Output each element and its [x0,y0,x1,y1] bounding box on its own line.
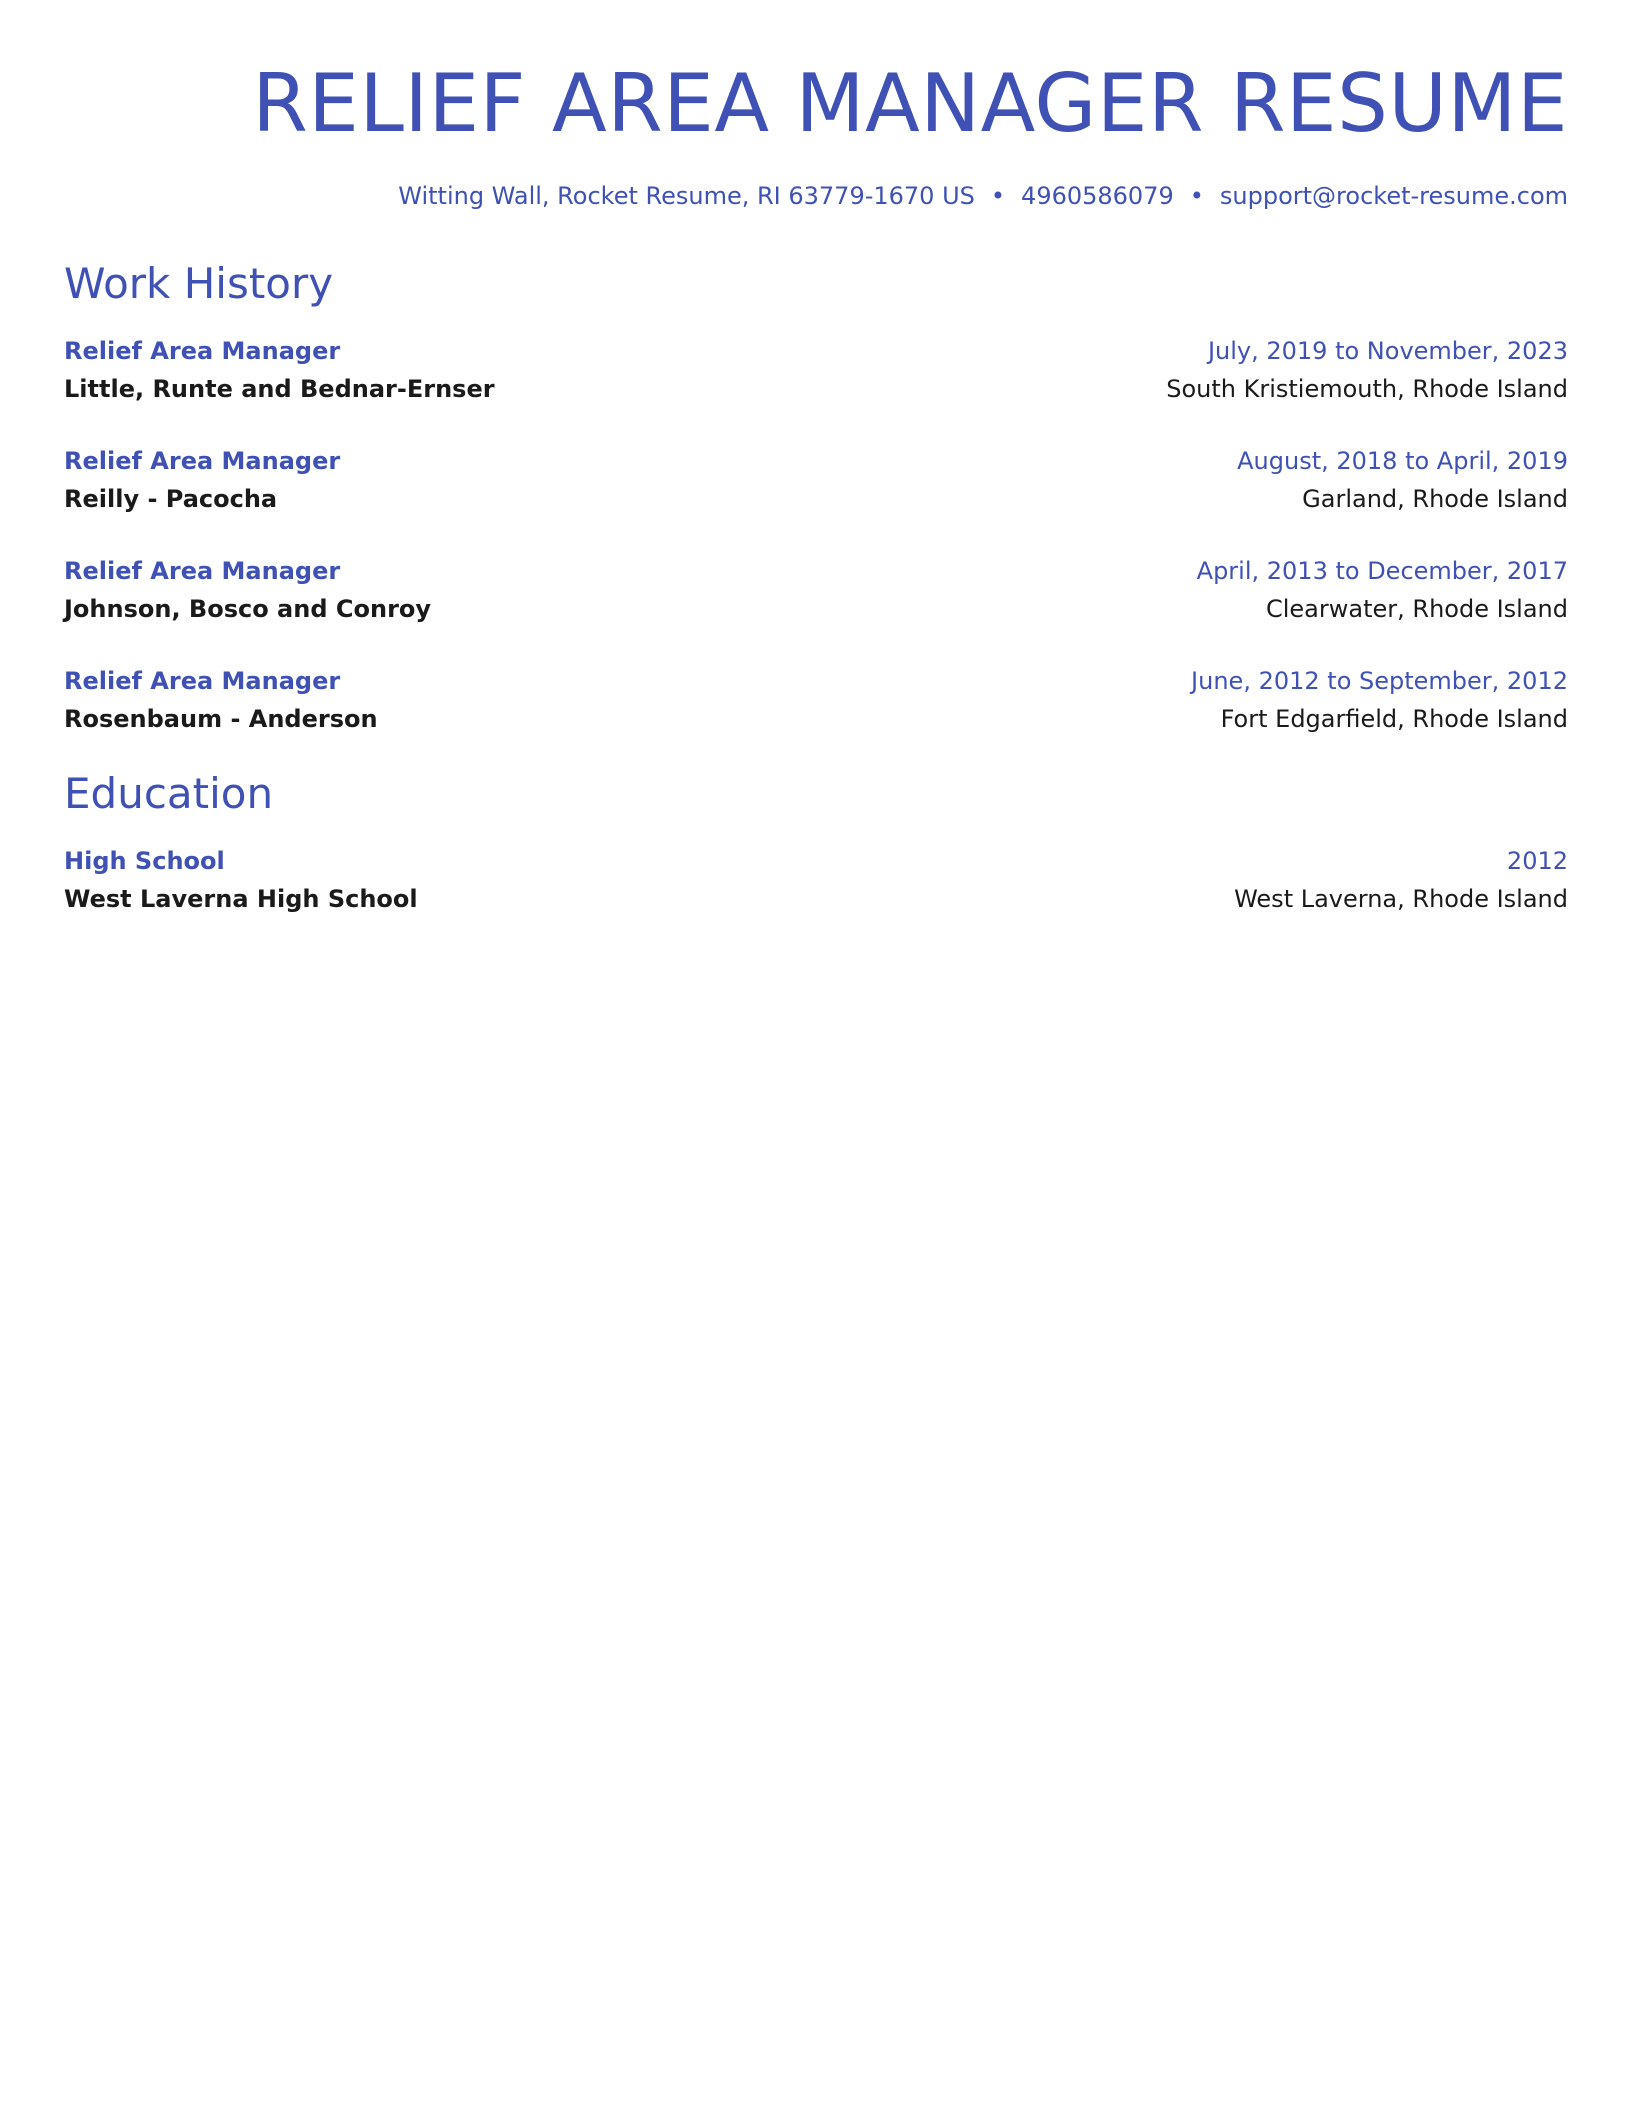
job-location: South Kristiemouth, Rhode Island [1166,375,1568,403]
job-title: Relief Area Manager [64,337,341,365]
job-title: Relief Area Manager [64,667,341,695]
contact-line [64,180,1568,212]
contact-separator: • [1189,182,1204,210]
education-entry [64,842,1568,918]
work-entry [64,442,1568,518]
company-name: Rosenbaum - Anderson [64,705,378,733]
school-location: West Laverna, Rhode Island [1234,885,1568,913]
education-heading: Education [64,769,274,818]
contact-phone: 4960586079 [1021,182,1174,210]
job-location: Garland, Rhode Island [1302,485,1568,513]
company-name: Johnson, Bosco and Conroy [64,595,432,623]
company-name: Little, Runte and Bednar-Ernser [64,375,495,403]
resume-page [64,0,1568,2112]
work-entry [64,552,1568,628]
job-dates: August, 2018 to April, 2019 [1237,447,1568,475]
company-name: Reilly - Pacocha [64,485,278,513]
school-name: West Laverna High School [64,885,418,913]
work-history-heading: Work History [64,259,334,308]
job-dates: July, 2019 to November, 2023 [1207,337,1568,365]
work-entry [64,662,1568,738]
job-dates: June, 2012 to September, 2012 [1191,667,1568,695]
contact-address: Witting Wall, Rocket Resume, RI 63779-1670 US [398,182,975,210]
contact-separator: • [990,182,1006,210]
degree-name: High School [64,847,225,875]
contact-email: support@rocket-resume.com [1219,182,1568,210]
work-entry [64,332,1568,408]
graduation-year: 2012 [1506,847,1568,875]
job-title: Relief Area Manager [64,447,341,475]
job-location: Clearwater, Rhode Island [1265,595,1568,623]
job-dates: April, 2013 to December, 2017 [1196,557,1568,585]
job-title: Relief Area Manager [64,557,341,585]
resume-title: RELIEF AREA MANAGER RESUME [252,57,1568,150]
job-location: Fort Edgarfield, Rhode Island [1220,705,1568,733]
